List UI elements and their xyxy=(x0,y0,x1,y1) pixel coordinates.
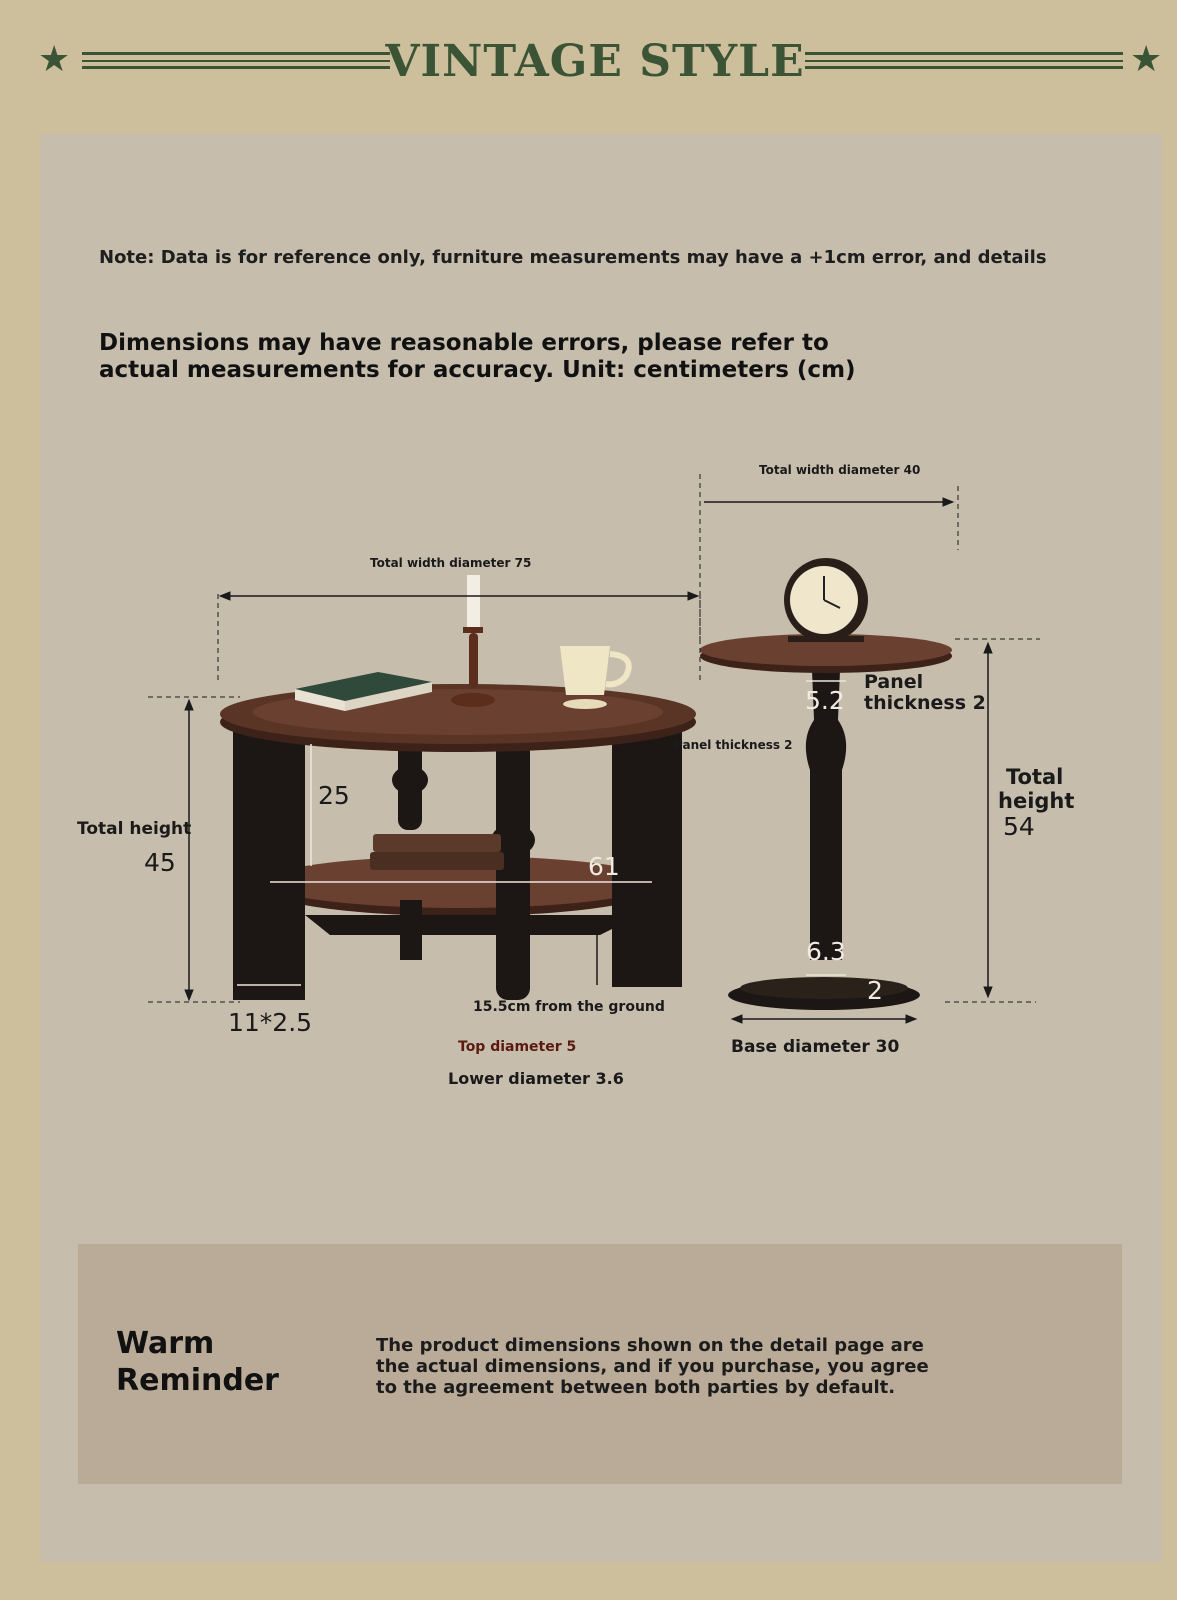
panel-thickness-label: Panel thickness 2 xyxy=(674,738,793,752)
coffee-table-illustration xyxy=(220,575,696,1000)
lower-diameter-label: Lower diameter 3.6 xyxy=(448,1069,624,1088)
ground-clearance-label: 15.5cm from the ground xyxy=(473,999,665,1015)
leg-size-value: 11*2.5 xyxy=(228,1008,313,1037)
coffee-height-value: 45 xyxy=(144,848,176,877)
shelf-gap-value: 25 xyxy=(318,781,350,810)
star-icon: ★ xyxy=(38,39,71,80)
side-panel-value: thickness 2 xyxy=(864,692,986,714)
base-thickness-value: 2 xyxy=(867,976,883,1005)
side-height-label-1: Total xyxy=(1006,765,1064,789)
side-width-label: Total width diameter 40 xyxy=(759,463,921,477)
side-height-label-2: height xyxy=(998,789,1075,813)
base-diameter-label: Base diameter 30 xyxy=(731,1037,900,1057)
star-icon: ★ xyxy=(1130,39,1163,80)
side-height-value: 54 xyxy=(1003,812,1035,841)
coffee-height-label: Total height xyxy=(77,819,192,839)
column-bottom-value: 6.3 xyxy=(806,937,846,966)
top-diameter-label: Top diameter 5 xyxy=(458,1039,577,1055)
dimension-disclaimer: Dimensions may have reasonable errors, please refer to actual measurements for accuracy. Unit: centimeters (cm) xyxy=(99,330,856,383)
side-panel-label: Panel xyxy=(864,671,924,693)
warm-reminder-text: The product dimensions shown on the detail page are the actual dimensions, and if you purchase, you agree to the agreement between both parties by default. xyxy=(376,1335,929,1398)
page-title: VINTAGE STYLE xyxy=(385,36,805,87)
warm-reminder-title: Warm Reminder xyxy=(116,1326,279,1398)
column-top-value: 5.2 xyxy=(805,686,845,715)
reference-note: Note: Data is for reference only, furniture measurements may have a +1cm error, and details xyxy=(99,247,1047,268)
coffee-width-label: Total width diameter 75 xyxy=(370,556,532,570)
shelf-width-value: 61 xyxy=(588,852,620,881)
